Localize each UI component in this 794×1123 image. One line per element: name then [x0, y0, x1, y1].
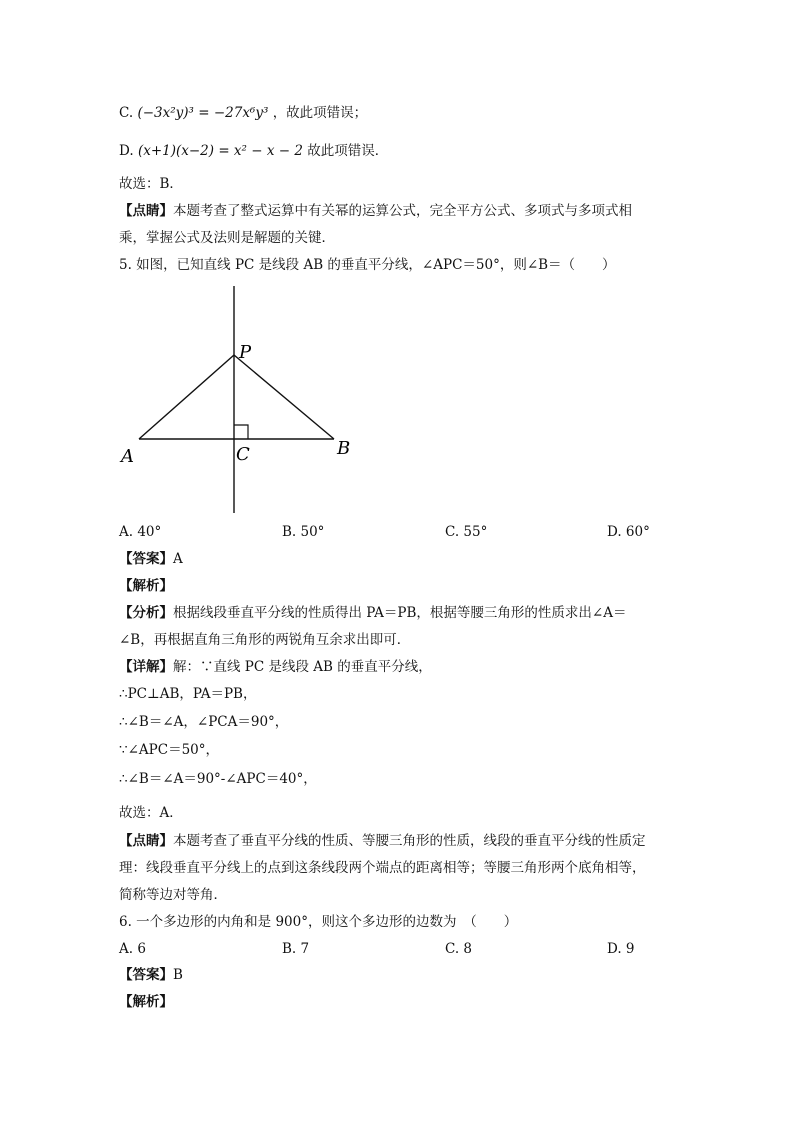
q4-note-text-1: 本题考查了整式运算中有关幂的运算公式，完全平方公式、多项式与多项式相 [173, 203, 632, 219]
q5-analysis-text-1: 根据线段垂直平分线的性质得出 PA＝PB，根据等腰三角形的性质求出∠A＝ [173, 605, 627, 621]
q5-option-c: C. 55° [445, 524, 488, 540]
q5-note-text-1: 本题考查了垂直平分线的性质、等腰三角形的性质，线段的垂直平分线的性质定 [173, 833, 646, 849]
right-angle-mark [234, 425, 248, 439]
q5-step-4: ∴∠B＝∠A＝90°-∠APC＝40°， [119, 771, 317, 787]
q5-answer-line [119, 550, 183, 568]
q5-detail-tag: 【详解】 [119, 659, 173, 675]
q6-option-b: B. 7 [282, 941, 310, 957]
q5-note-tag: 【点睛】 [119, 833, 173, 849]
q6-answer: B [173, 967, 183, 983]
option-d-tail: 故此项错误． [307, 143, 389, 159]
label-a: A [121, 446, 134, 467]
option-d-formula: (x+1)(x−2) = x² − x − 2 [137, 143, 303, 159]
option-c-tail: ，故此项错误； [272, 105, 368, 121]
q5-analysis-line-2: ∠B，再根据直角三角形的两锐角互余求出即可． [119, 632, 411, 648]
option-d-label: D. [119, 143, 134, 159]
q5-detail-line [119, 658, 432, 676]
q5-jiexi: 【解析】 [119, 578, 173, 594]
q5-option-b: B. 50° [282, 524, 325, 540]
q5-option-d: D. 60° [607, 524, 650, 540]
q4-choice: 故选：B． [119, 176, 183, 192]
q5-option-a: A. 40° [119, 524, 162, 540]
q5-note-line-1 [119, 832, 646, 850]
q5-step-2: ∴∠B＝∠A，∠PCA＝90°， [119, 714, 289, 730]
q5-note-line-3: 简称等边对等角． [119, 887, 227, 903]
q6-option-d: D. 9 [607, 941, 635, 957]
option-c-formula: (−3x²y)³ = −27x⁶y³ [137, 105, 269, 121]
q5-note-line-2: 理：线段垂直平分线上的点到这条线段两个端点的距离相等；等腰三角形两个底角相等， [119, 860, 646, 876]
q5-analysis-line-1 [119, 604, 626, 622]
q5-answer-tag: 【答案】 [119, 551, 173, 567]
q5-step-3: ∵∠APC＝50°， [119, 742, 219, 758]
q5-stem: 5. 如图，已知直线 PC 是线段 AB 的垂直平分线，∠APC＝50°，则∠B＝（ ） [119, 257, 616, 273]
label-p: P [239, 342, 252, 363]
label-b: B [337, 438, 351, 459]
q5-choice: 故选：A． [119, 805, 183, 821]
q4-note-tag: 【点睛】 [119, 203, 173, 219]
segment-pa [139, 355, 234, 439]
label-c: C [236, 444, 250, 465]
segment-pb [234, 355, 334, 439]
q5-analysis-tag: 【分析】 [119, 605, 173, 621]
q6-option-a: A. 6 [119, 941, 146, 957]
option-c-label: C. [119, 105, 134, 121]
q6-jiexi: 【解析】 [119, 994, 173, 1010]
q5-answer: A [173, 551, 183, 567]
q5-step-1: ∴PC⊥AB，PA＝PB， [119, 686, 257, 702]
q4-note-line-2: 乘，掌握公式及法则是解题的关键． [119, 230, 335, 246]
q6-answer-line [119, 966, 183, 984]
q6-option-c: C. 8 [445, 941, 473, 957]
q6-answer-tag: 【答案】 [119, 967, 173, 983]
q5-detail-text: 解：∵直线 PC 是线段 AB 的垂直平分线， [173, 659, 432, 675]
q6-stem: 6. 一个多边形的内角和是 900°，则这个多边形的边数为 （ ） [119, 914, 518, 930]
